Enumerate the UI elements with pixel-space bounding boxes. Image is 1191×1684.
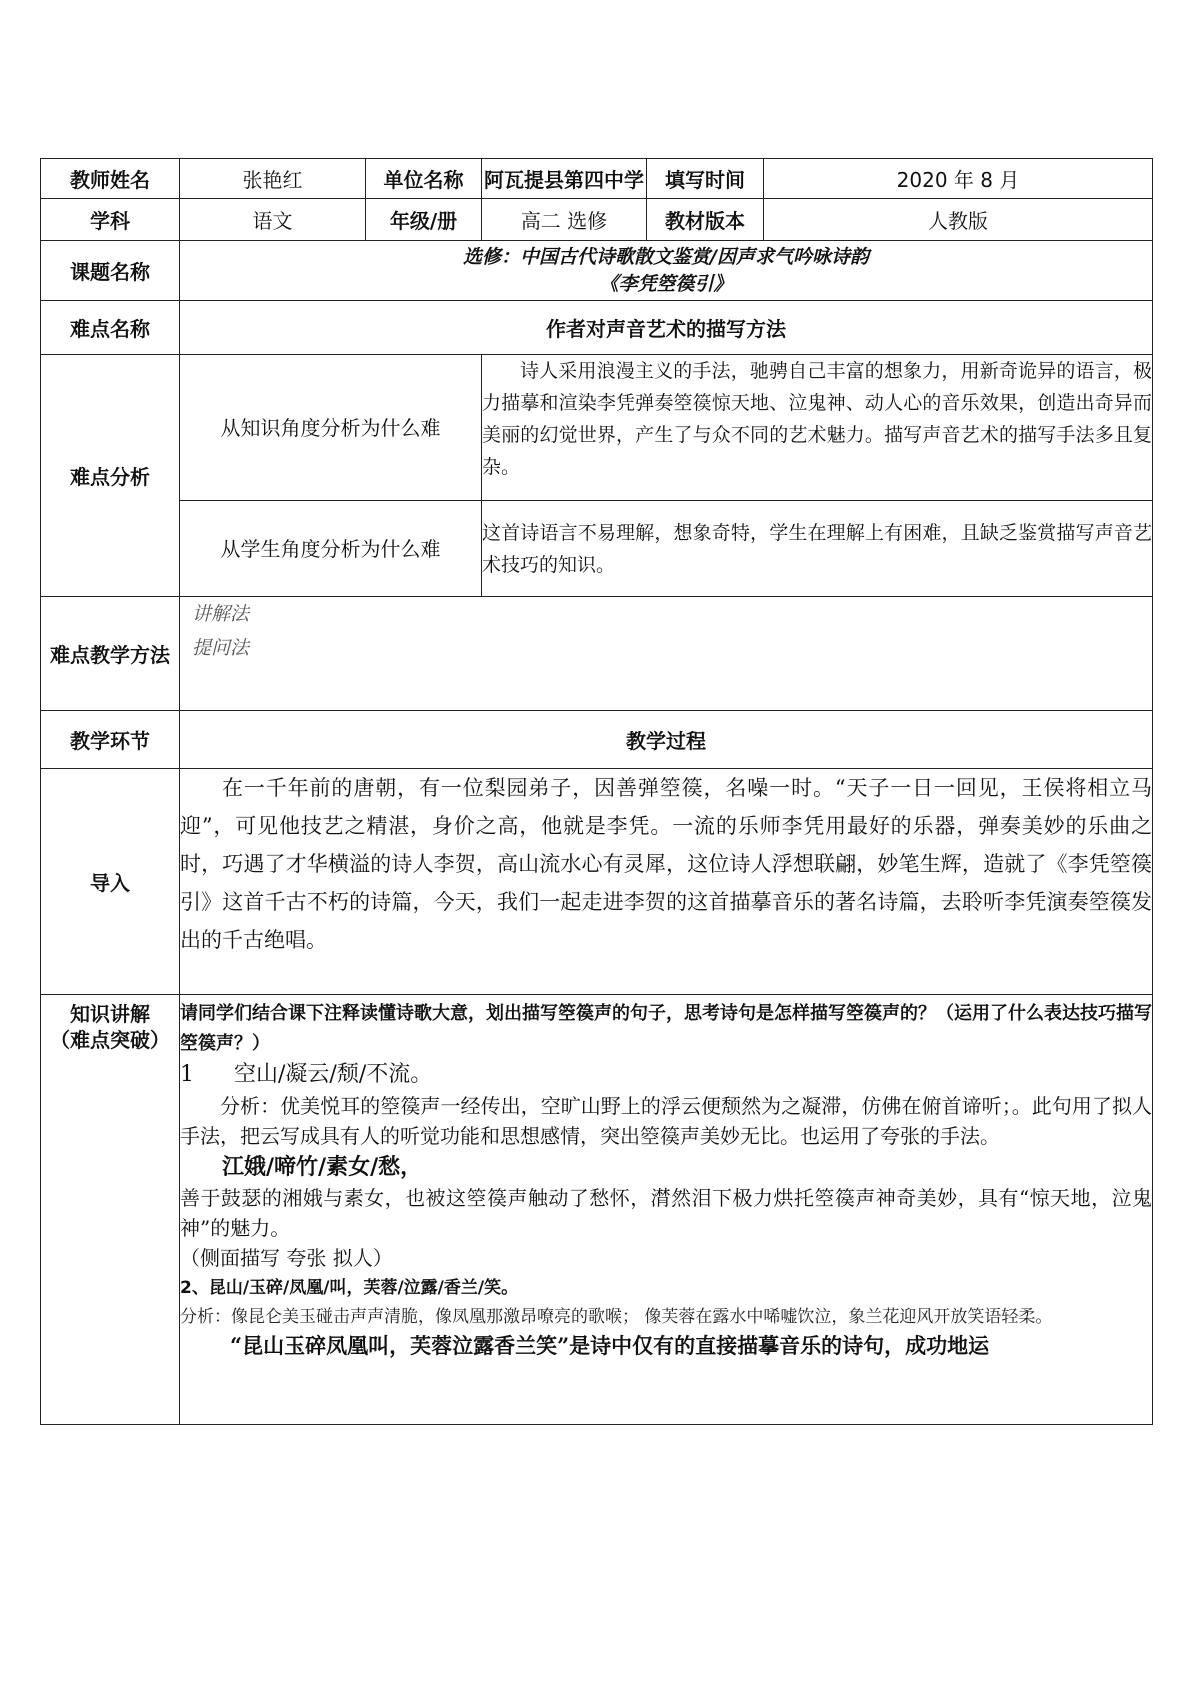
subject-value: 语文 [180, 199, 366, 241]
unit-label: 单位名称 [366, 159, 482, 199]
knowledge-label [41, 995, 180, 1425]
topic-line-2: 《李凭箜篌引》 [599, 272, 733, 295]
poem-line-1-number: 1 [180, 1062, 194, 1087]
knowledge-content [180, 995, 1153, 1425]
intro-label: 导入 [41, 769, 180, 995]
date-value: 2020 年 8 月 [764, 159, 1153, 199]
student-angle-text: 这首诗语言不易理解，想象奇特，学生在理解上有困难，且缺乏鉴赏描写声音艺术技巧的知识。 [482, 501, 1153, 597]
knowledge-angle-label: 从知识角度分析为什么难 [180, 355, 482, 501]
stage-label: 教学环节 [41, 711, 180, 769]
methods-row [41, 597, 1153, 711]
analysis-row-2 [41, 501, 1153, 597]
date-label: 填写时间 [647, 159, 764, 199]
topic-label: 课题名称 [41, 241, 180, 301]
header-row-2 [41, 199, 1153, 241]
intro-text: 在一千年前的唐朝，有一位梨园弟子，因善弹箜篌，名噪一时。“天子一日一回见，王侯将相立马迎”，可见他技艺之精湛，身价之高，他就是李凭。一流的乐师李凭用最好的乐器，弹奏美妙的乐曲之时，巧遇了才华横溢的诗人李贺，高山流水心有灵犀，这位诗人浮想联翩，妙笔生辉，造就了《李凭箜篌引》这首千古不朽的诗篇，今天，我们一起走进李贺的这首描摹音乐的著名诗篇，去聆听李凭演奏箜篌发出的千古绝唱。 [180, 769, 1153, 995]
method-item: 提问法 [192, 637, 250, 659]
difficulty-row [41, 301, 1153, 355]
summary-line: “昆山玉碎凤凰叫，芙蓉泣露香兰笑”是诗中仅有的直接描摹音乐的诗句，成功地运 [230, 1333, 990, 1358]
knowledge-label-line-1: 知识讲解 [70, 1002, 150, 1026]
analysis-row-1 [41, 355, 1153, 501]
poem-line-1 [180, 1059, 1152, 1091]
knowledge-row [41, 995, 1153, 1425]
methods-label: 难点教学方法 [41, 597, 180, 711]
analysis-1: 分析：优美悦耳的箜篌声一经传出，空旷山野上的浮云便颓然为之凝滞，仿佛在俯首谛听；。此句用了拟人手法，把云写成具有人的听觉功能和思想感情，突出箜篌声美妙无比。也运用了夸张的手法。 [180, 1094, 1152, 1148]
teacher-label: 教师姓名 [41, 159, 180, 199]
poem-line-3: 2、昆山/玉碎/凤凰/叫，芙蓉/泣露/香兰/笑。 [180, 1278, 519, 1298]
edition-label: 教材版本 [647, 199, 764, 241]
header-row-1 [41, 159, 1153, 199]
grade-value: 高二 选修 [482, 199, 647, 241]
poem-line-1-text: 空山/凝云/颓/不流。 [234, 1062, 433, 1087]
unit-value: 阿瓦提县第四中学 [482, 159, 647, 199]
knowledge-question: 请同学们结合课下注释读懂诗歌大意，划出描写箜篌声的句子，思考诗句是怎样描写箜篌声的？（运用了什么表达技巧描写箜篌声？） [180, 1003, 1152, 1054]
topic-line-1: 选修：中国古代诗歌散文鉴赏/因声求气吟咏诗韵 [463, 245, 869, 268]
teacher-value: 张艳红 [180, 159, 366, 199]
lesson-plan-table [40, 158, 1153, 1425]
process-header-row [41, 711, 1153, 769]
grade-label: 年级/册 [366, 199, 482, 241]
knowledge-angle-text: 诗人采用浪漫主义的手法，驰骋自己丰富的想象力，用新奇诡异的语言，极力描摹和渲染李凭弹奏箜篌惊天地、泣鬼神、动人心的音乐效果，创造出奇异而美丽的幻觉世界，产生了与众不同的艺术魅力。描写声音艺术的描写手法多且复杂。 [482, 355, 1153, 501]
analysis-label: 难点分析 [41, 355, 180, 597]
edition-value: 人教版 [764, 199, 1153, 241]
topic-row [41, 241, 1153, 301]
poem-line-2: 江娥/啼竹/素女/愁， [222, 1154, 423, 1180]
difficulty-label: 难点名称 [41, 301, 180, 355]
technique-note: （侧面描写 夸张 拟人） [180, 1246, 393, 1270]
analysis-3: 分析：像昆仑美玉碰击声声清脆，像凤凰那激昂嘹亮的歌喉； 像芙蓉在露水中唏嘘饮泣，象兰花迎风开放笑语轻柔。 [180, 1307, 1053, 1327]
topic-value [180, 241, 1153, 301]
methods-value [180, 597, 1153, 711]
subject-label: 学科 [41, 199, 180, 241]
difficulty-value: 作者对声音艺术的描写方法 [180, 301, 1153, 355]
intro-row [41, 769, 1153, 995]
analysis-2: 善于鼓瑟的湘娥与素女，也被这箜篌声触动了愁怀，潸然泪下极力烘托箜篌声神奇美妙，具有“惊天地，泣鬼神”的魅力。 [180, 1186, 1152, 1240]
method-item: 讲解法 [192, 603, 250, 625]
knowledge-label-line-2: （难点突破） [50, 1028, 170, 1052]
student-angle-label: 从学生角度分析为什么难 [180, 501, 482, 597]
process-label: 教学过程 [180, 711, 1153, 769]
